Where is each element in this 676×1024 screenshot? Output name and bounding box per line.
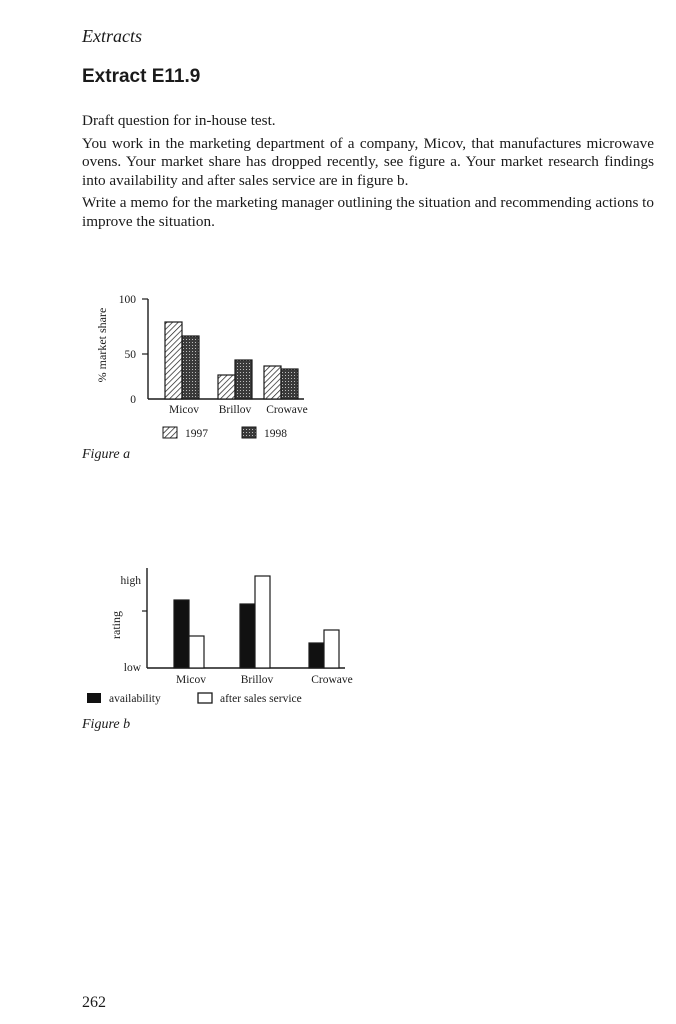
figure-a-category-crowave: Crowave (266, 404, 308, 416)
paragraph-2: You work in the marketing department of a company, Micov, that manufactures microwave ovens. Your market share has dropped recently, see figure a. Your market research findings into availability and after sales service are in figure b. (82, 134, 654, 189)
figure-b-category-crowave: Crowave (311, 674, 353, 686)
figure-a-bar-crowave-1997 (264, 366, 281, 399)
figure-b-tick-label-high: high (120, 575, 141, 587)
figure-a-bar-crowave-1998 (281, 369, 298, 399)
figure-b-bar-brillov-availability (240, 604, 255, 668)
running-head: Extracts (82, 26, 142, 46)
figure-a-tick-label-100: 100 (118, 294, 136, 306)
page-number: 262 (82, 994, 106, 1011)
figure-b-bar-crowave-availability (309, 643, 324, 668)
figure-a-legend-1997-swatch (163, 427, 177, 438)
figure-b-chart (0, 560, 676, 740)
figure-a-tick-label-50: 50 (124, 349, 136, 361)
figure-a-category-micov: Micov (168, 404, 200, 416)
figure-b-tick-label-low: low (123, 662, 141, 674)
figure-a-bar-brillov-1997 (218, 375, 235, 399)
paragraph-3: Write a memo for the marketing manager outlining the situation and recommending actions to improve the situation. (82, 194, 654, 230)
figure-b-category-brillov: Brillov (240, 674, 274, 686)
figure-b-bar-crowave-after-sales-service (324, 630, 339, 668)
figure-b-legend-availability-swatch (87, 693, 101, 703)
figure-a-tick-label-0: 0 (130, 394, 136, 406)
figure-a-legend-1997-label: 1997 (185, 428, 208, 440)
figure-b-caption: Figure b (82, 717, 131, 732)
figure-b-category-micov: Micov (175, 674, 207, 686)
figure-a-category-brillov: Brillov (218, 404, 252, 416)
figure-a-legend-1998-swatch (242, 427, 256, 438)
figure-a-bar-micov-1997 (165, 322, 182, 399)
body-text (82, 112, 654, 235)
figure-b-bar-brillov-after-sales-service (255, 576, 270, 668)
figure-b-bar-micov-after-sales-service (189, 636, 204, 668)
figure-a-chart (0, 285, 676, 465)
figure-a-bar-micov-1998 (182, 336, 199, 399)
extract-title: Extract E11.9 (82, 66, 201, 87)
figure-a-legend-1998-label: 1998 (264, 428, 287, 440)
figure-b-legend-service-label: after sales service (220, 693, 302, 705)
figure-b-legend-availability-label: availability (109, 693, 161, 705)
figure-b-legend-service-swatch (198, 693, 212, 703)
figure-a-ylabel: % market share (95, 307, 109, 383)
figure-a-caption: Figure a (82, 447, 131, 462)
figure-b-ylabel: rating (109, 611, 123, 639)
paragraph-1: Draft question for in-house test. (82, 112, 276, 129)
figure-a-bar-brillov-1998 (235, 360, 252, 399)
figure-b-bar-micov-availability (174, 600, 189, 668)
